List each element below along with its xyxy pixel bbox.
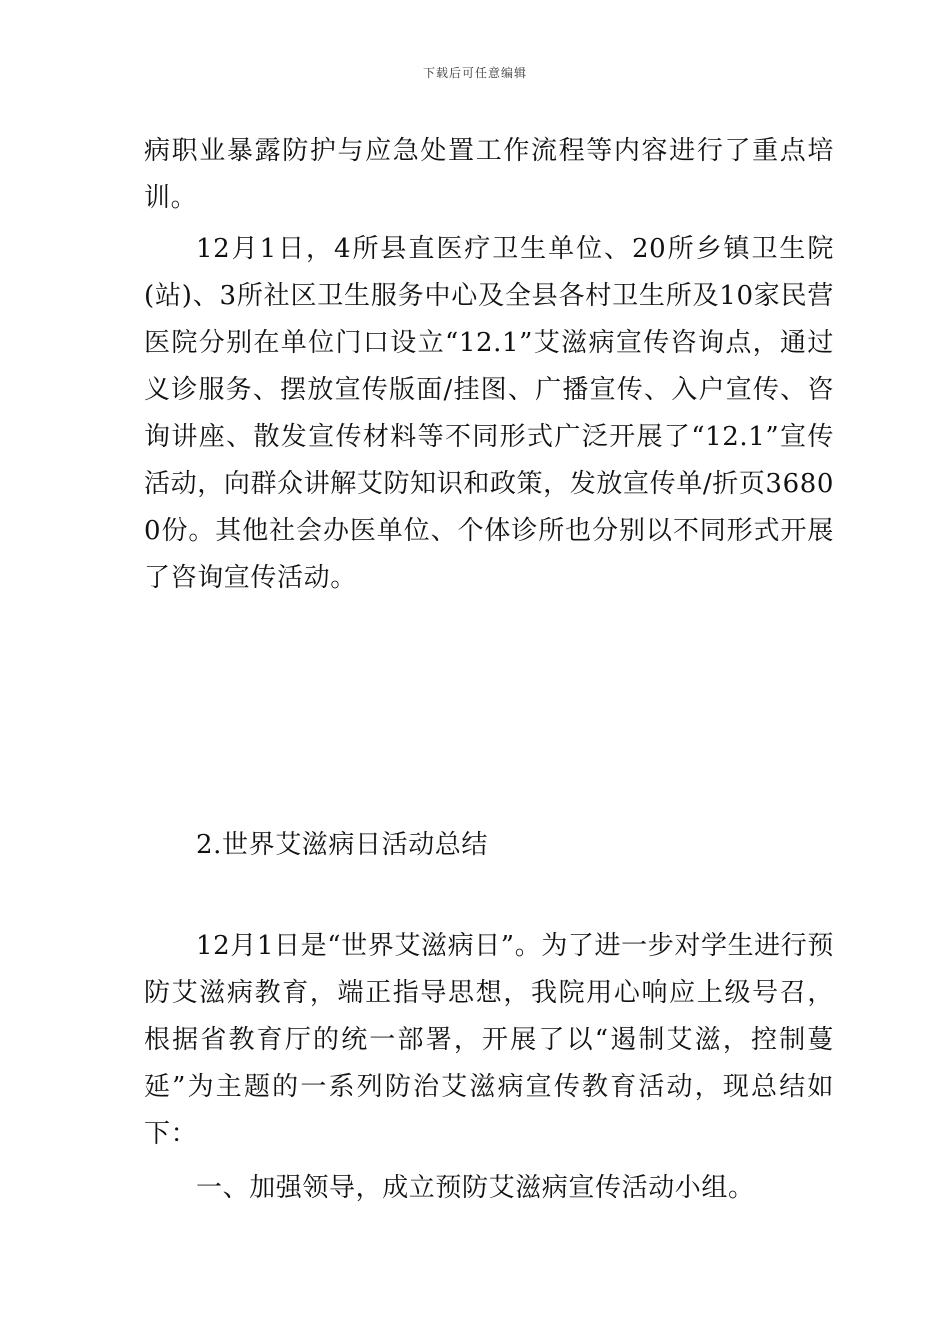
paragraph-item-one: 一、加强领导，成立预防艾滋病宣传活动小组。 xyxy=(196,1173,755,1203)
paragraph-intro: 12月1日是“世界艾滋病日”。为了进一步对学生进行预防艾滋病教育，端正指导思想，我院用心响应上级号召，根据省教育厅的统一部署，开展了以“遏制艾滋，控制蔓延”为主题的一系列防治艾滋病宣传教育活动，现总结如下： xyxy=(144,931,834,1149)
section-heading: 2.世界艾滋病日活动总结 xyxy=(196,830,489,860)
paragraph-continued: 病职业暴露防护与应急处置工作流程等内容进行了重点培训。 xyxy=(144,136,834,213)
paragraph-activities: 12月1日，4所县直医疗卫生单位、20所乡镇卫生院(站)、3所社区卫生服务中心及全县各村卫生所及10家民营医院分别在单位门口设立“12.1”艾滋病宣传咨询点，通过义诊服务、摆放宣传版面/挂图、广播宣传、入户宣传、咨询讲座、散发宣传材料等不同形式广泛开展了“12.1”宣传活动，向群众讲解艾防知识和政策，发放宣传单/折页36800份。其他社会办医单位、个体诊所也分别以不同形式开展了咨询宣传活动。 xyxy=(144,234,834,593)
header-note: 下载后可任意编辑 xyxy=(422,66,527,80)
